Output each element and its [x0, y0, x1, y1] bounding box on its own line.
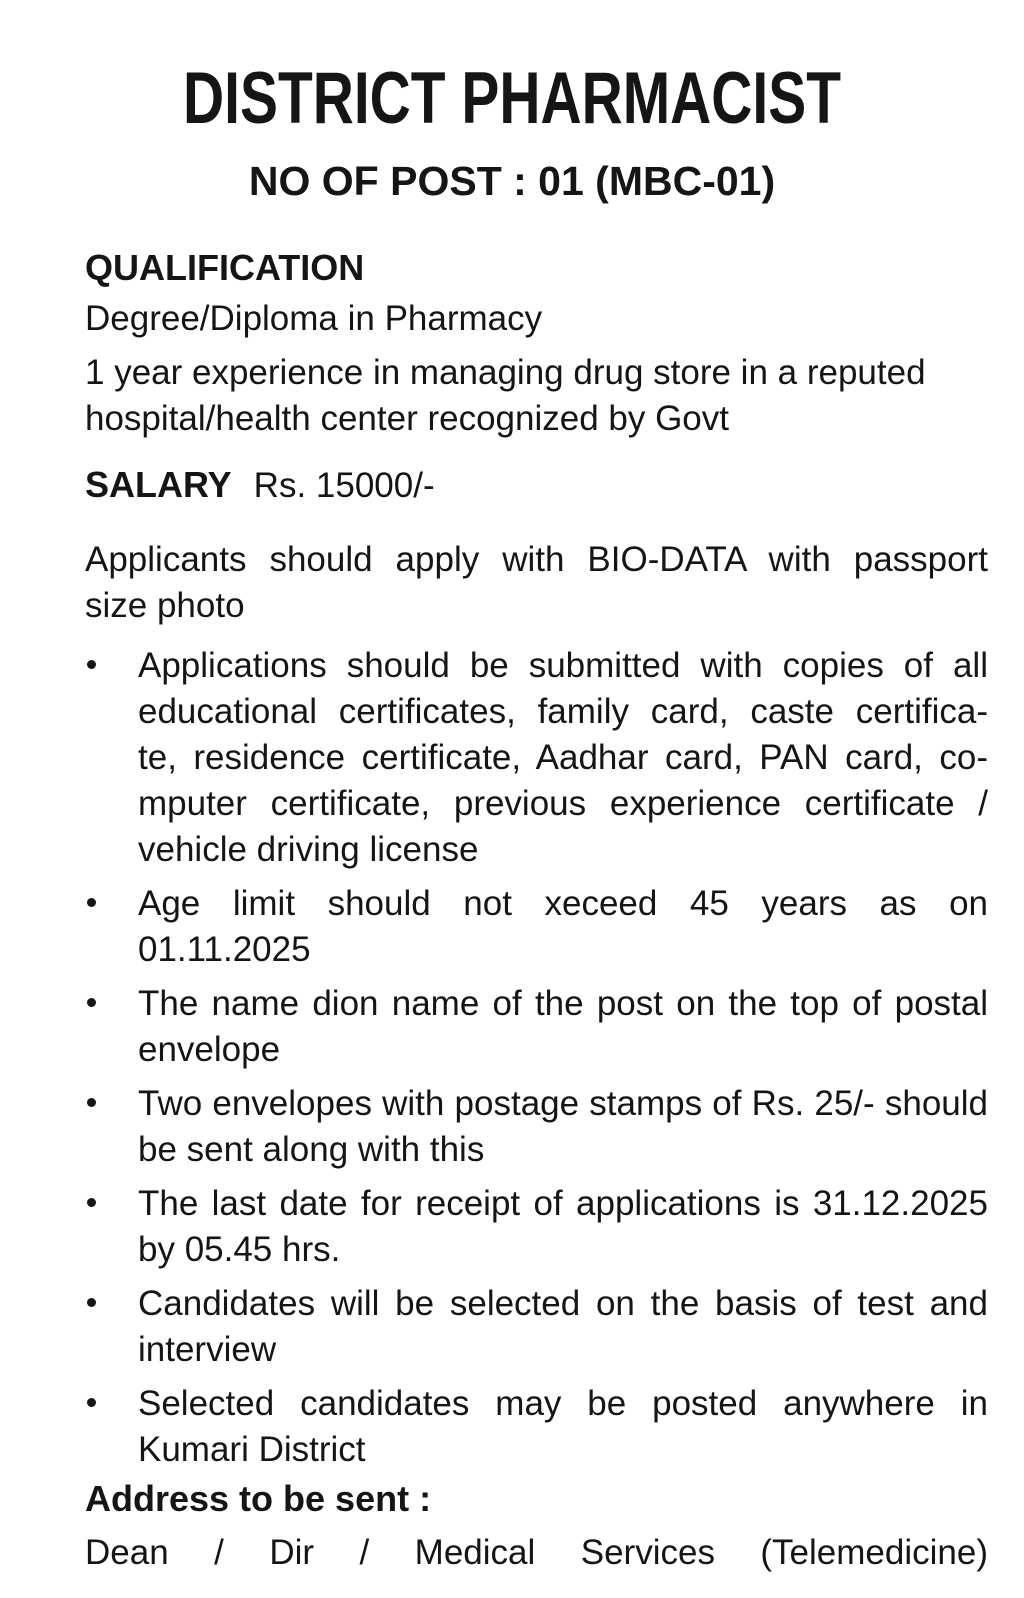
bullet-icon	[87, 1098, 96, 1107]
salary-row	[85, 462, 988, 509]
salary-value: Rs. 15000/-	[253, 466, 435, 505]
bullet-list	[85, 643, 988, 1473]
bullet-text: Two envelopes with postage stamps of Rs. 25/- should be sent along with this	[138, 1084, 988, 1169]
list-item	[85, 1181, 988, 1273]
document-header	[0, 58, 1024, 204]
bullet-icon	[87, 998, 96, 1007]
qualification-experience-paragraph: 1 year experience in managing drug store in a reputed hospital/health center recognized by Govt	[85, 353, 926, 438]
document-body	[0, 248, 1024, 1571]
bullet-text: Selected candidates may be posted anywhere in Kumari District	[138, 1384, 988, 1469]
address-line-clipped: Dean / Dir / Medical Services (Telemedicine)	[85, 1533, 988, 1572]
bullet-icon	[87, 1398, 96, 1407]
qualification-degree-line: Degree/Diploma in Pharmacy	[85, 299, 543, 338]
bullet-text: The last date for receipt of applications is 31.12.2025 by 05.45 hrs.	[138, 1184, 988, 1269]
page-title: DISTRICT PHARMACIST	[183, 58, 841, 139]
post-count-line: NO OF POST : 01 (MBC-01)	[248, 158, 776, 204]
list-item	[85, 1081, 988, 1173]
address-heading: Address to be sent :	[85, 1478, 432, 1519]
bullet-icon	[87, 1298, 96, 1307]
intro-paragraph: Applicants should apply with BIO-DATA with passport size photo	[85, 540, 988, 625]
document-page	[0, 58, 1024, 1598]
salary-label: SALARY	[85, 464, 232, 505]
list-item	[85, 1281, 988, 1373]
bullet-icon	[87, 660, 96, 669]
bullet-text: The name dion name of the post on the top of postal envelope	[138, 984, 988, 1069]
list-item	[85, 643, 988, 873]
list-item	[85, 881, 988, 973]
list-item	[85, 981, 988, 1073]
bullet-text: Applications should be submitted with copies of all educational certificates, family card, caste certifica- te, residence certificate, Aadhar card, PAN card, co- mputer certificate, previous experience certificate / vehicle driving license	[138, 646, 988, 869]
list-item	[85, 1381, 988, 1473]
bullet-text: Candidates will be selected on the basis of test and interview	[138, 1284, 988, 1369]
qualification-heading: QUALIFICATION	[85, 247, 365, 288]
bullet-icon	[87, 1198, 96, 1207]
bullet-icon	[87, 898, 96, 907]
bullet-text: Age limit should not xeceed 45 years as on 01.11.2025	[138, 884, 988, 969]
